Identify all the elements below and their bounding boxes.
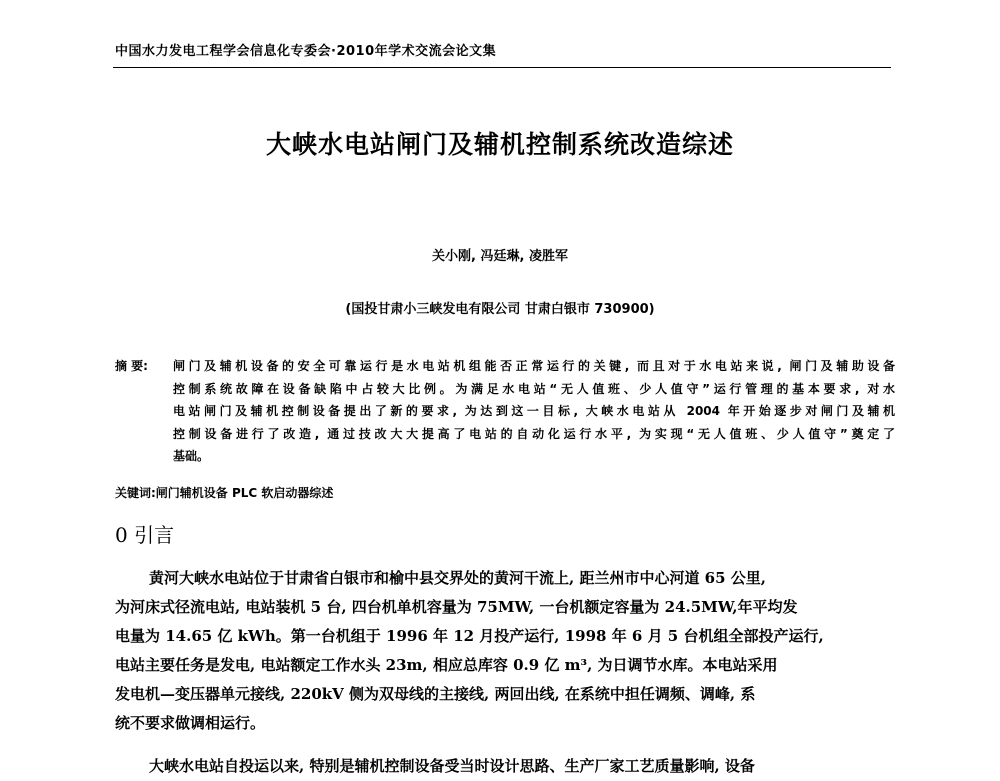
body-line: 统不要求做调相运行。 bbox=[115, 714, 266, 732]
affiliation: (国投甘肃小三峡发电有限公司 甘肃白银市 730900) bbox=[345, 302, 655, 317]
abstract-line: 闸门及辅机设备的安全可靠运行是水电站机组能否正常运行的关键, 而且对于水电站来说, 闸门及辅助设备 bbox=[173, 359, 895, 373]
body-line: 电站主要任务是发电, 电站额定工作水头 23m, 相应总库容 0.9 亿 m³, 为日调节水库。本电站采用 bbox=[115, 656, 778, 674]
header-rule bbox=[113, 67, 891, 68]
section-heading: 0 引言 bbox=[115, 523, 175, 547]
authors: 关小刚, 冯廷琳, 凌胜军 bbox=[432, 249, 568, 264]
abstract bbox=[115, 355, 895, 468]
body-line: 大峡水电站自投运以来, 特别是辅机控制设备受当时设计思路、生产厂家工艺质量影响, 设备 bbox=[149, 757, 755, 775]
abstract-label: 摘 要: bbox=[115, 359, 148, 373]
abstract-line: 控制系统故障在设备缺陷中占较大比例。为满足水电站“无人值班、少人值守”运行管理的基本要求, 对水 bbox=[173, 381, 895, 396]
body-line: 发电机—变压器单元接线, 220kV 侧为双母线的主接线, 两回出线, 在系统中担任调频、调峰, 系 bbox=[115, 685, 756, 703]
body-line: 为河床式径流电站, 电站装机 5 台, 四台机单机容量为 75MW, 一台机额定容量为 24.5MW,年平均发 bbox=[115, 598, 798, 616]
body-text bbox=[115, 564, 893, 781]
running-header: 中国水力发电工程学会信息化专委会·2010年学术交流会论文集 bbox=[115, 44, 497, 59]
paper-title: 大峡水电站闸门及辅机控制系统改造综述 bbox=[265, 130, 734, 159]
body-line: 电量为 14.65 亿 kWh。第一台机组于 1996 年 12 月投产运行, 1998 年 6 月 5 台机组全部投产运行, bbox=[115, 627, 824, 645]
keywords: 关键词:闸门辅机设备 PLC 软启动器综述 bbox=[115, 486, 334, 500]
body-line: 黄河大峡水电站位于甘肃省白银市和榆中县交界处的黄河干流上, 距兰州市中心河道 65 公里, bbox=[149, 569, 766, 587]
abstract-line: 基础。 bbox=[173, 449, 210, 463]
abstract-line: 电站闸门及辅机控制设备提出了新的要求, 为达到这一目标, 大峡水电站从 2004 年开始逐步对闸门及辅机 bbox=[173, 404, 895, 418]
abstract-line: 控制设备进行了改造, 通过技改大大提高了电站的自动化运行水平, 为实现“无人值班、少人值守”奠定了 bbox=[173, 426, 896, 441]
